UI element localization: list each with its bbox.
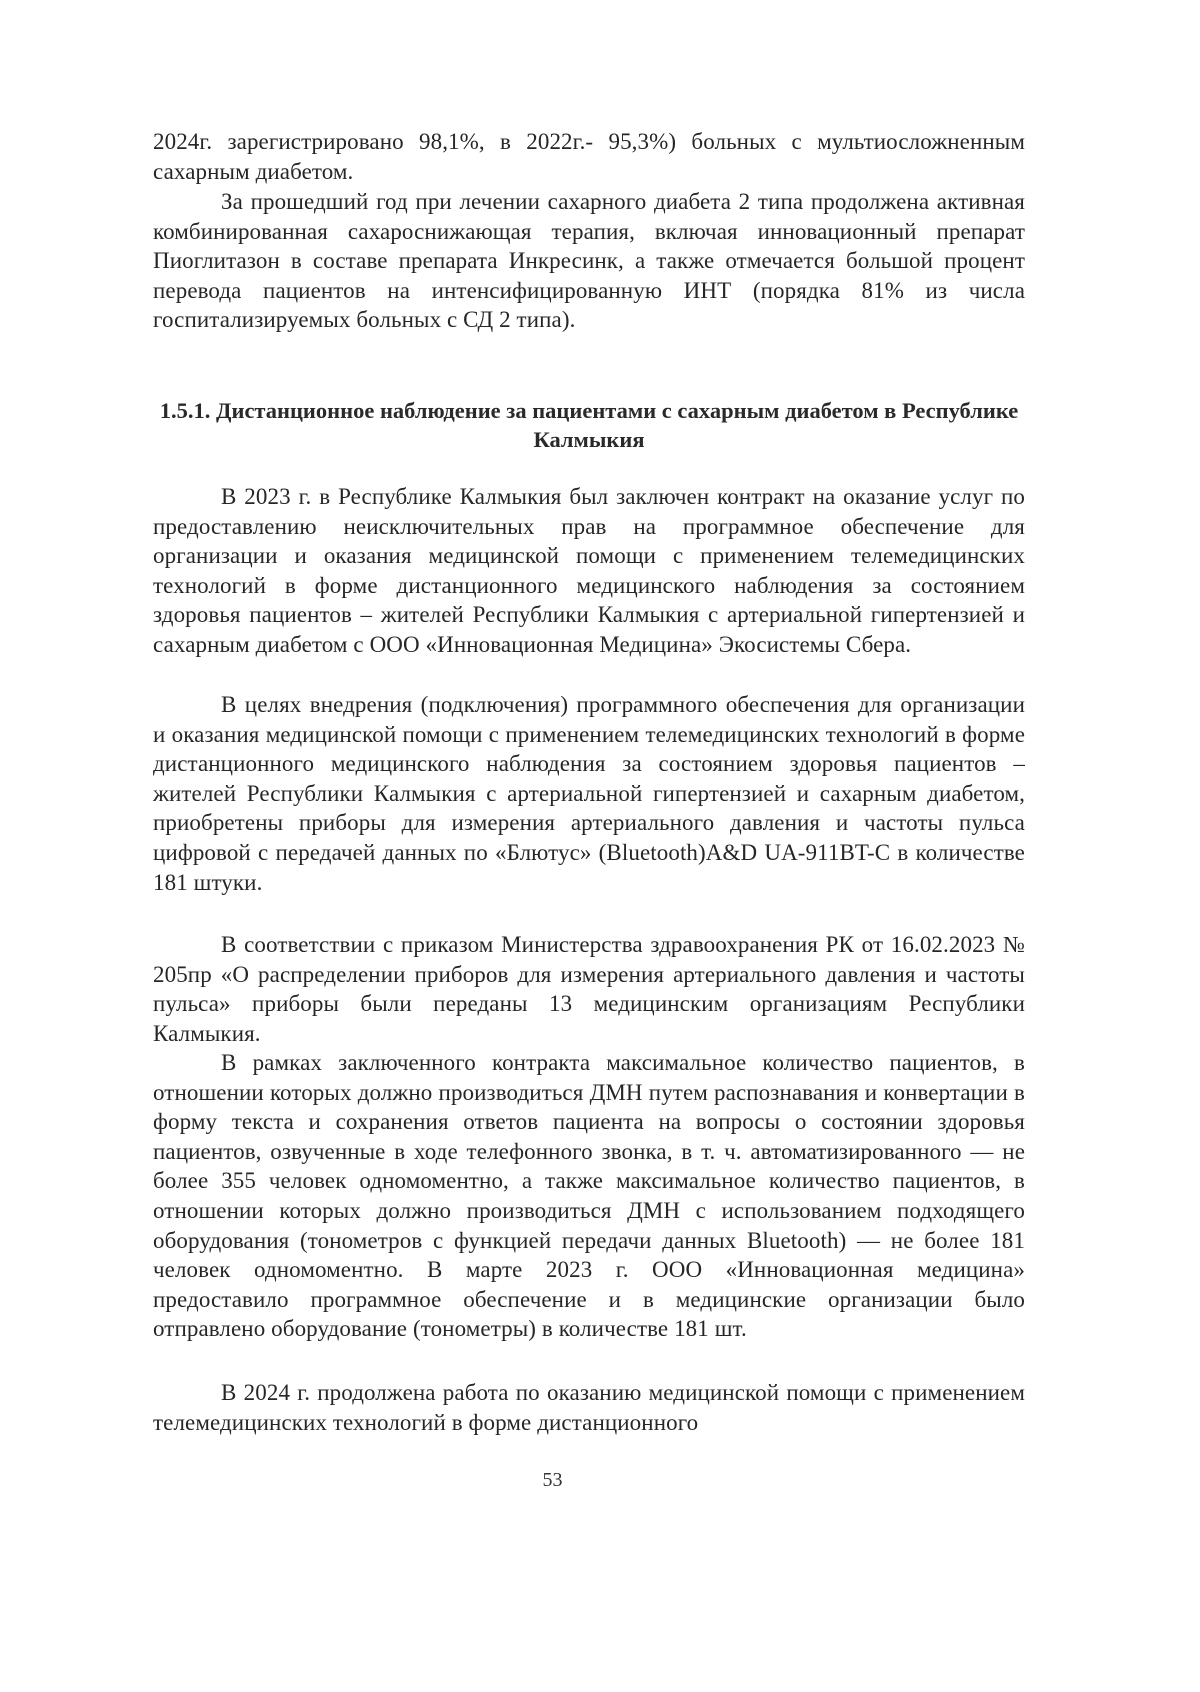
paragraph-continuation: 2024г. зарегистрировано 98,1%, в 2022г.- 95,3%) больных с мультиосложненным сахарным диабетом. <box>153 129 1025 184</box>
paragraph-contract: В 2023 г. в Республике Калмыкия был заключен контракт на оказание услуг по предоставлению неисключительных прав на программное обеспечение для организации и оказания медицинской помощи с применением телемедицинских технологий в форме дистанционного медицинского наблюдения за состоянием здоровья пациентов – жителей Республики Калмыкия с артериальной гипертензией и сахарным диабетом с ООО «Инновационная Медицина» Экосистемы Сбера. <box>153 484 1025 657</box>
page-number: 53 <box>542 1469 563 1491</box>
paragraph-2024: В 2024 г. продолжена работа по оказанию медицинской помощи с применением телемедицинских технологий в форме дистанционного <box>153 1380 1025 1435</box>
paragraph-order: В соответствии с приказом Министерства здравоохранения РК от 16.02.2023 № 205пр «О распределении приборов для измерения артериального давления и частоты пульса» приборы были переданы 13 медицинским организациям Республики Калмыкия. <box>153 932 1025 1046</box>
paragraph-patients: В рамках заключенного контракта максимальное количество пациентов, в отношении которых должно производиться ДМН путем распознавания и конвертации в форму текста и сохранения ответов пациента на вопросы о состоянии здоровья пациентов, озвученные в ходе телефонного звонка, в т. ч. автоматизированного — не более 355 человек одномоментно, а также максимальное количество пациентов, в отношении которых должно производиться ДМН с использованием подходящего оборудования (тонометров с функцией передачи данных Bluetooth) — не более 181 человек одномоментно. В марте 2023 г. ООО «Инновационная медицина» предоставило программное обеспечение и в медицинские организации было отправлено оборудование (тонометры) в количестве 181 шт. <box>153 1050 1025 1342</box>
paragraph-devices: В целях внедрения (подключения) программного обеспечения для организации и оказания медицинской помощи с применением телемедицинских технологий в форме дистанционного медицинского наблюдения за состоянием здоровья пациентов – жителей Республики Калмыкия с артериальной гипертензией и сахарным диабетом, приобретены приборы для измерения артериального давления и частоты пульса цифровой с передачей данных по «Блютус» (Bluetooth)A&D UA-911BT-C в количестве 181 штуки. <box>153 692 1025 895</box>
paragraph-therapy: За прошедший год при лечении сахарного диабета 2 типа продолжена активная комбинированная сахароснижающая терапия, включая инновационный препарат Пиоглитазон в составе препарата Инкресинк, а также отмечается большой процент перевода пациентов на интенсифицированную ИНТ (порядка 81% из числа госпитализируемых больных с СД 2 типа). <box>153 189 1025 333</box>
section-heading: 1.5.1. Дистанционное наблюдение за пациентами с сахарным диабетом в Республике Калмыкия <box>159 398 1019 452</box>
